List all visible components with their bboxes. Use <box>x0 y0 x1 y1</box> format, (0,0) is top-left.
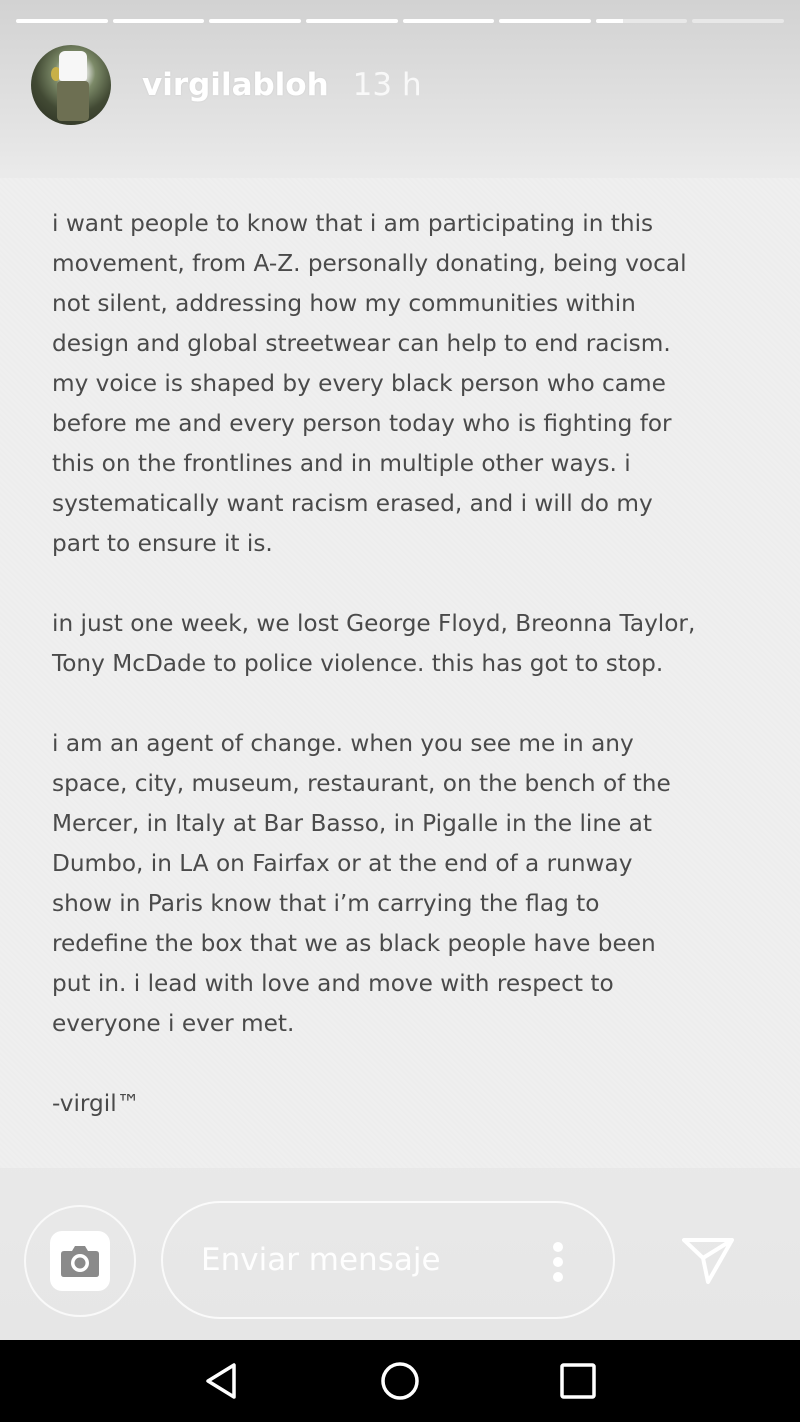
send-message-field[interactable] <box>161 1201 615 1319</box>
home-circle-icon <box>380 1361 420 1401</box>
progress-segment-fill <box>113 19 205 23</box>
story-paragraph-1: i want people to know that i am participating in this movement, from A-Z. personally donating, being vocal not silent, addressing how my communities within design and global streetwear can help to end racism. my voice is shaped by every black person who came before me and every person today who is fighting for this on the frontlines and in multiple other ways. i systematically want racism erased, and i will do my part to ensure it is. <box>52 210 687 557</box>
send-button[interactable] <box>678 1232 738 1288</box>
avatar-figure-shirt <box>59 51 87 81</box>
nav-back-button[interactable] <box>202 1361 242 1401</box>
story-progress-bar <box>16 19 784 23</box>
avatar[interactable] <box>31 45 111 125</box>
progress-segment-fill <box>499 19 591 23</box>
progress-segment-fill <box>306 19 398 23</box>
progress-segment <box>403 19 495 23</box>
avatar-figure-pants <box>57 81 89 121</box>
back-triangle-icon <box>202 1361 242 1401</box>
camera-icon <box>50 1231 110 1291</box>
message-input[interactable] <box>201 1242 521 1278</box>
story-note-paper <box>0 178 800 1168</box>
progress-segment <box>596 19 688 23</box>
nav-home-button[interactable] <box>380 1361 420 1401</box>
progress-segment-fill <box>209 19 301 23</box>
progress-segment-fill <box>16 19 108 23</box>
android-navigation-bar <box>0 1340 800 1422</box>
reply-bar <box>0 1180 800 1340</box>
more-vertical-icon[interactable] <box>551 1242 565 1282</box>
progress-segment <box>113 19 205 23</box>
progress-segment-fill <box>596 19 623 23</box>
camera-button[interactable] <box>24 1205 136 1317</box>
progress-segment <box>306 19 398 23</box>
story-paragraph-3: i am an agent of change. when you see me in any space, city, museum, restaurant, on the bench of the Mercer, in Italy at Bar Basso, in Pigalle in the line at Dumbo, in LA on Fairfax or at the end of a runway show in Paris know that i’m carrying the flag to redefine the box that we as black people have been put in. i lead with love and move with respect to everyone i ever met. <box>52 730 671 1037</box>
progress-segment <box>499 19 591 23</box>
nav-recents-button[interactable] <box>558 1361 598 1401</box>
post-time: 13 h <box>352 67 422 103</box>
progress-segment <box>209 19 301 23</box>
story-paragraph-2: in just one week, we lost George Floyd, Breonna Taylor, Tony McDade to police violence. this has got to stop. <box>52 610 696 677</box>
send-icon <box>678 1232 738 1288</box>
progress-segment <box>16 19 108 23</box>
story-signature: -virgil™ <box>52 1090 140 1117</box>
progress-segment-fill <box>403 19 495 23</box>
story-header <box>31 45 784 125</box>
username[interactable]: virgilabloh <box>142 67 329 103</box>
recents-square-icon <box>558 1361 598 1401</box>
progress-segment <box>692 19 784 23</box>
